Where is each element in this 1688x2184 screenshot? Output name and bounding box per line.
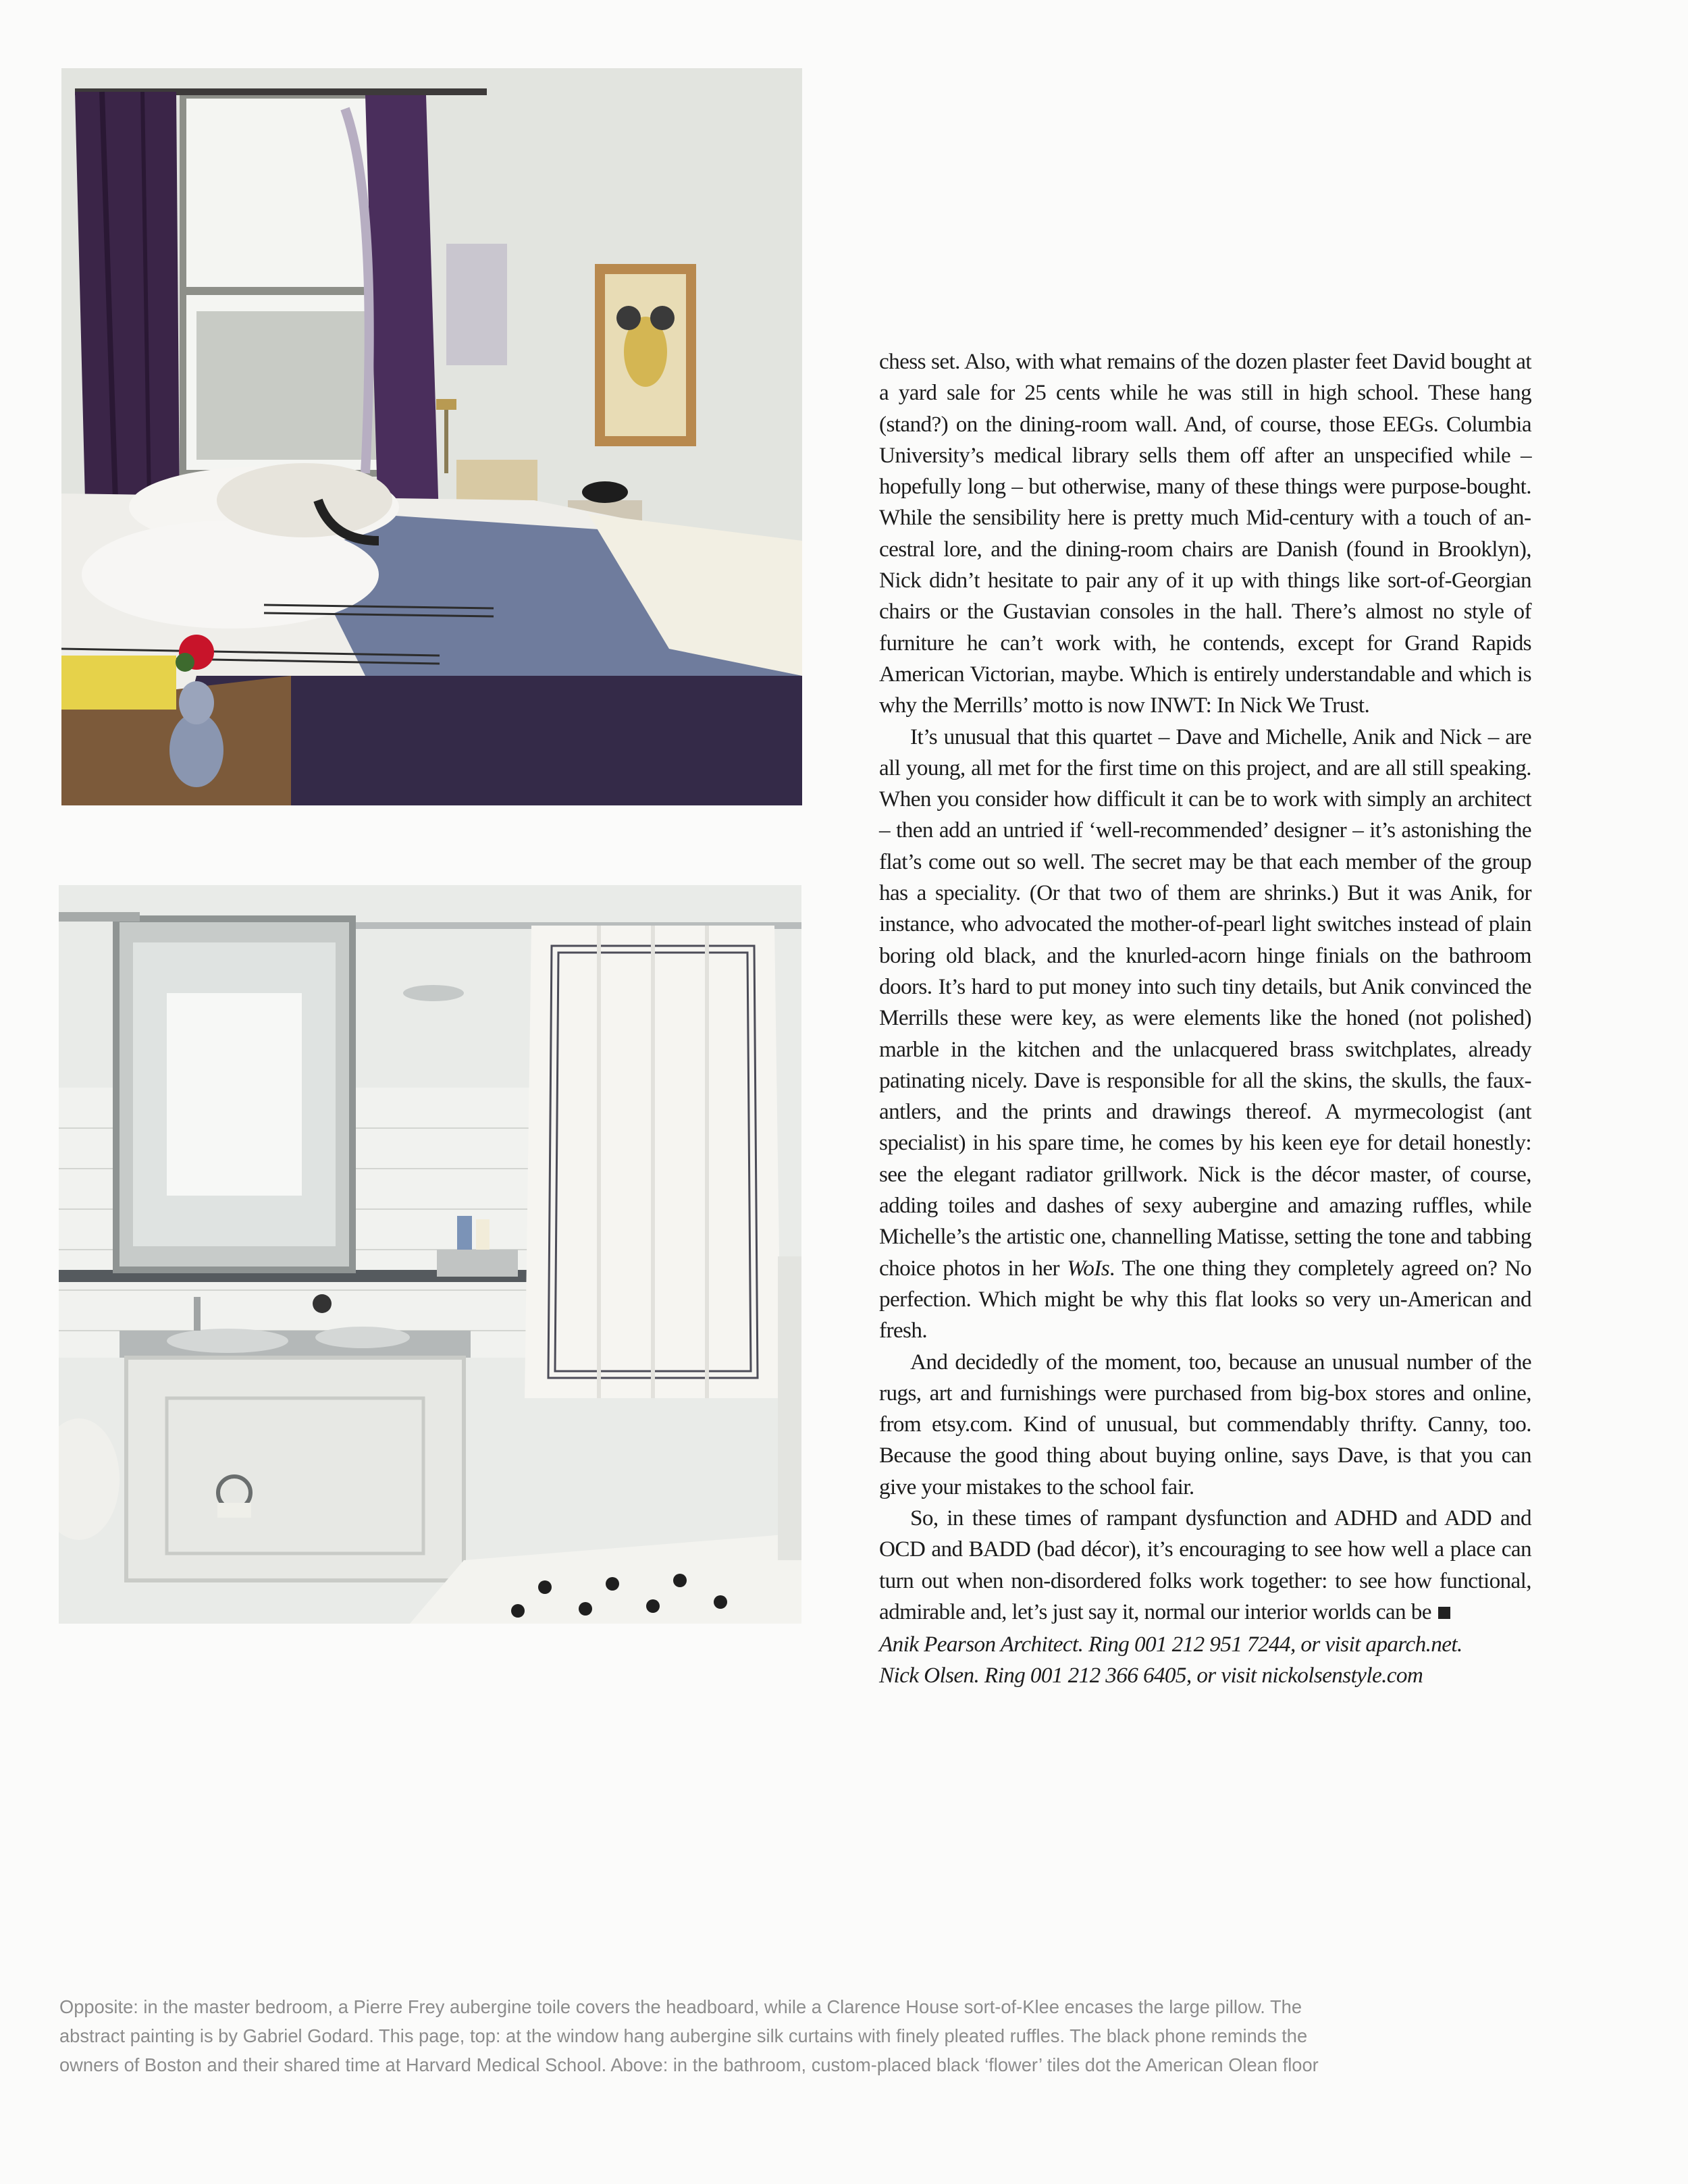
photo-caption [59,1992,1531,2079]
article-body [879,346,1531,1692]
credit-line: Anik Pearson Architect. Ring 001 212 951 7244, or visit aparch.net. [879,1632,1462,1657]
caption-line: owners of Boston and their shared time at Harvard Medical School. Above: in the bathroom, custom-placed black ‘flower’ tiles dot the American Olean floor [59,2054,1319,2075]
credits [879,1629,1531,1692]
credit-line: Nick Olsen. Ring 001 212 366 6405, or visit nickolsenstyle.com [879,1663,1423,1688]
end-mark-icon [1438,1607,1450,1619]
article-paragraph: chess set. Also, with what remains of the dozen plaster feet David bought at a yard sale for 25 cents while he was still in high school. These hang (stand?) on the dining-room wall. And, of course, those EEGs. Columbia University’s medical library sells them off after an unspecified while – hopefully long – but otherwise, many of these things were purpose-bought. While the sensibility here is pretty much Mid-century with a touch of ancestral lore, and the dining-room chairs are Danish (found in Brooklyn), Nick didn’t hesitate to pair any of it up with things like sort-of-Georgian chairs or the Gustavian consoles in the hall. There’s almost no style of furniture he can’t work with, he contends, except for Grand Rapids American Victorian, maybe. Which is entirely understandable and which is why the Merrills’ motto is now INWT: In Nick We Trust. [879,349,1531,718]
article-paragraph-tail: . The one thing they completely agreed on? No perfection. Which might be why this flat looks so very un-American and fresh. [879,1255,1531,1343]
caption-line: abstract painting is by Gabriel Godard. This page, top: at the window hang aubergine silk curtains with finely pleated ruffles. The black phone reminds the [59,2025,1308,2046]
article-paragraph [879,1503,1531,1628]
article-paragraph: And decidedly of the moment, too, because an unusual number of the rugs, art and furnishings were purchased from big-box stores and online, from etsy.com. Kind of unusual, but commendably thrifty. Canny, too. Because the good thing about buying online, says Dave, is that you can give your mistakes to the school fair. [879,1349,1531,1499]
article-paragraph [879,722,1531,1347]
bedroom-photo [61,68,802,805]
article-paragraph-text: So, in these times of rampant dysfunction and ADHD and ADD and OCD and BADD (bad décor), it’s encouraging to see how well a place can turn out when non-disordered folks work together: to see how functional, admirable and, let’s just say it, normal our interior worlds can be [879,1505,1531,1624]
bathroom-photo [59,885,801,1624]
caption-line: Opposite: in the master bedroom, a Pierre Frey aubergine toile covers the headboard, while a Clarence House sort-of-Klee encases the large pillow. The [59,1996,1302,2017]
publication-title: WoIs [1067,1255,1110,1281]
article-paragraph-text: It’s unusual that this quartet – Dave and Michelle, Anik and Nick – are all young, all met for the first time on this project, and are all still speaking. When you consider how difficult it can be to work with simply an architect – then add an untried if ‘well-recommended’ designer – it’s astonishing the flat’s come out so well. The secret may be that each member of the group has a speciality. (Or that two of them are shrinks.) But it was Anik, for instance, who advocated the mother-of-pearl light switches instead of plain boring old black, and the knurled-acorn hinge finials on the bathroom doors. It’s hard to put money into such tiny details, but Anik convinced the Merrills these were key, as were elements like the honed (not polished) marble in the kitchen and the unlacquered brass switchplates, already patinating nicely. Dave is responsible for all the skins, the skulls, the faux-antlers, and the prints and drawings thereof. A myrmecologist (ant specialist) in his spare time, he comes by his keen eye for detail honestly: see the elegant radiator grillwork. Nick is the décor master, of course, adding toiles and dashes of sexy aubergine and amazing ruffles, while Michelle’s the artistic one, channelling Matisse, setting the tone and tabbing choice photos in her [879,724,1531,1281]
